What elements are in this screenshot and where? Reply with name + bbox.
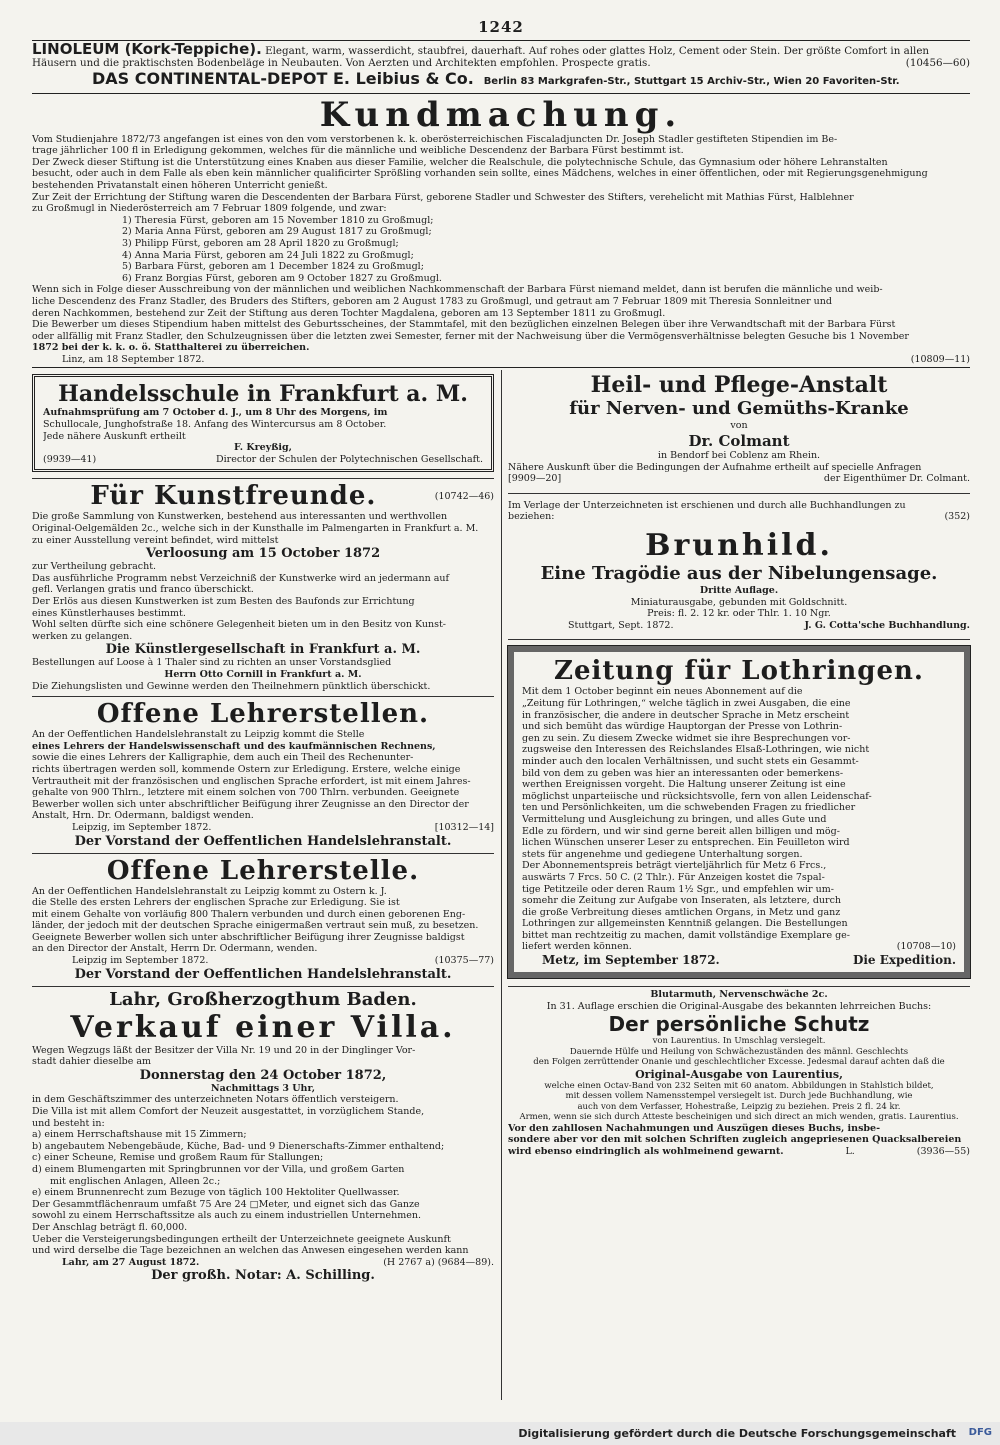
signature: Linz, am 18 September 1872. bbox=[62, 353, 205, 365]
villa-title-1: Lahr, Großherzogthum Baden. bbox=[109, 988, 417, 1010]
text-line: Jede nähere Auskunft ertheilt bbox=[43, 430, 186, 442]
text-line: c) einer Scheune, Remise und großem Raum für Stallungen; bbox=[32, 1152, 324, 1164]
text-line: die große Verbreitung dieses amtlichen Organs, in Metz und ganz bbox=[522, 906, 841, 918]
doctor-name: Dr. Colmant bbox=[688, 432, 790, 451]
text-line: besucht, oder auch in dem Falle als eben kein männlicher qualificirter Sprößling vorhanden sein sollte, eines Mädchens, welches in einer öffentlichen, oder mit Regierungsgenehmigung bbox=[32, 168, 928, 180]
text-line: mit englischen Anlagen, Alleen 2c.; bbox=[50, 1175, 221, 1187]
text-line: auch von dem Verfasser, Hohestraße, Leipzig zu beziehen. Preis 2 fl. 24 kr. bbox=[577, 1101, 901, 1112]
text-line: stadt dahier dieselbe am bbox=[32, 1056, 152, 1068]
edition: Dritte Auflage. bbox=[699, 585, 779, 597]
schutz-author: von Laurentius. In Umschlag versiegelt. bbox=[652, 1036, 826, 1047]
newspaper-page bbox=[32, 18, 970, 1400]
text-line: eines Künstlerhauses bestimmt. bbox=[32, 607, 186, 619]
footer-text: Digitalisierung gefördert durch die Deutsche Forschungsgemeinschaft bbox=[518, 1427, 956, 1440]
lehrerstellen-ad bbox=[32, 699, 494, 848]
text-line: „Zeitung für Lothringen,“ welche täglich in zwei Ausgaben, die eine bbox=[522, 698, 851, 709]
text-line: Der Zweck dieser Stiftung ist die Unterstützung eines Knaben aus dieser Familie, welcher die Realschule, die polytechnische Schule, das Gymnasium oder höhere Lehranstalten bbox=[32, 156, 888, 168]
text-line: Lothringen zur allgemeinsten Kenntniß gelangen. Die Bestellungen bbox=[522, 918, 848, 930]
list-item: 5) Barbara Fürst, geboren am 1 December 1824 zu Großmugl; bbox=[122, 261, 424, 273]
signer: F. Kreyßig, bbox=[233, 442, 292, 454]
text-line: zu einer Ausstellung vereint befindet, wird mittelst bbox=[32, 534, 279, 546]
publisher: J. G. Cotta'sche Buchhandlung. bbox=[804, 619, 970, 631]
text-line: gen zu sein. Zu diesem Zwecke widmet sie ihre Besprechungen vor- bbox=[522, 732, 851, 744]
text-line: minder auch den localen Verhältnissen, und sucht stets ein Gesammt- bbox=[522, 755, 859, 767]
divider bbox=[32, 40, 970, 41]
signer: Die Expedition. bbox=[852, 953, 956, 968]
text-line: lichen Wünschen unserer Leser zu entsprechen. Ein Feuilleton wird bbox=[522, 837, 850, 849]
verloosung: Verloosung am 15 October 1872 bbox=[145, 546, 381, 562]
text-line: An der Oeffentlichen Handelslehranstalt zu Leipzig kommt zu Ostern k. J. bbox=[32, 885, 387, 897]
list-item: 3) Philipp Fürst, geboren am 28 April 1820 zu Großmugl; bbox=[122, 237, 399, 249]
dfg-logo: DFG bbox=[968, 1427, 992, 1438]
schutz-top: Blutarmuth, Nervenschwäche 2c. bbox=[650, 989, 828, 1001]
text-line: stets für angenehme und gediegene Unterhaltung sorgen. bbox=[522, 848, 803, 860]
ad-number: (10742—46) bbox=[434, 490, 494, 502]
divider bbox=[32, 696, 494, 697]
ad-number: (10456—60) bbox=[905, 57, 970, 70]
linoleum-ad bbox=[32, 43, 970, 91]
divider bbox=[32, 478, 494, 479]
text-line: Wohl selten dürfte sich eine schönere Gelegenheit bieten um in den Besitz von Kunst- bbox=[32, 619, 447, 631]
heilanstalt-ad bbox=[508, 372, 970, 484]
left-column bbox=[32, 370, 494, 1283]
text-line: liefert werden können. bbox=[522, 941, 632, 953]
text-line: wird ebenso eindringlich als wohlmeinend gewarnt. bbox=[508, 1145, 784, 1157]
auction-time: Nachmittags 3 Uhr, bbox=[210, 1082, 316, 1094]
handelsschule-title: Handelsschule in Frankfurt a. M. bbox=[58, 381, 468, 408]
text-line: somehr die Zeitung zur Aufgabe von Inseraten, als letztere, durch bbox=[522, 895, 842, 907]
text-line: in französischer, die andere in deutscher Sprache in Metz erscheint bbox=[522, 709, 850, 721]
text-line: ten und Persönlichkeiten, um die schwebenden Fragen zu friedlicher bbox=[522, 802, 856, 814]
text-line: bild von dem zu geben was hier an interessanten oder bemerkens- bbox=[522, 767, 844, 779]
text-line: Wenn sich in Folge dieser Ausschreibung von der männlichen und weiblichen Nachkommenschaft der Barbara Fürst niemand meldet, dann ist berufen die männliche und weib- bbox=[32, 284, 883, 296]
lehrerstellen-title: Offene Lehrerstellen. bbox=[96, 699, 430, 730]
text-line: möglichst unparteiische und rücksichtsvolle, fern von allen Leidenschaf- bbox=[522, 790, 872, 802]
text-line: trage jährlicher 100 fl in Erledigung gekommen, welches für die männliche und weibliche Descendenz der Barbara Fürst bestimmt ist. bbox=[32, 145, 684, 157]
place-date: Metz, im September 1872. bbox=[542, 953, 720, 968]
schutz-title: Der persönliche Schutz bbox=[608, 1012, 870, 1037]
brunhild-ad bbox=[508, 500, 970, 632]
text-line: Original-Oelgemälden 2c., welche sich in der Kunsthalle im Palmengarten in Frankfurt a. M. bbox=[32, 523, 479, 535]
text-line: Armen, wenn sie sich durch Atteste bescheinigen und sich direct an mich wenden, gratis. Laurentius. bbox=[519, 1112, 959, 1123]
text-line: Vom Studienjahre 1872/73 angefangen ist eines von den vom verstorbenen k. k. oberösterreichischen Fiscaladjuncten Dr. Joseph Stadler gestifteten Stipendien im Be- bbox=[32, 133, 838, 145]
place-date: Stuttgart, Sept. 1872. bbox=[568, 619, 674, 631]
linoleum-text: Elegant, warm, wasserdicht, staubfrei, dauerhaft. Auf rohes oder glattes Holz, Cement oder Stein. Der größte Comfort in allen bbox=[265, 45, 930, 57]
auction-date: Donnerstag den 24 October 1872, bbox=[139, 1067, 387, 1083]
text-line: e) einem Brunnenrecht zum Bezuge von täglich 100 Hektoliter Quellwasser. bbox=[32, 1187, 400, 1199]
text-line: Aufnahmsprüfung am 7 October d. J., um 8 Uhr des Morgens, im bbox=[43, 407, 388, 419]
text-line: gehalte von 900 Thlrn., letztere mit einem solchen von 700 Thlrn. verbunden. Geeignete bbox=[32, 787, 460, 799]
text-line: in dem Geschäftszimmer des unterzeichneten Notars öffentlich versteigern. bbox=[32, 1094, 399, 1106]
ad-number: (3936—55) bbox=[916, 1145, 970, 1157]
text-line: sowie die eines Lehrers der Kalligraphie, dem auch ein Theil des Rechenunter- bbox=[32, 752, 414, 764]
text-line: sondere aber vor den mit solchen Schriften zugleich angepriesenen Quacksalbereien bbox=[508, 1134, 962, 1146]
place-date: Leipzig im September 1872. bbox=[72, 955, 209, 967]
place-date: Leipzig, im September 1872. bbox=[72, 821, 212, 833]
depot-name: DAS CONTINENTAL-DEPOT E. Leibius & Co. bbox=[92, 69, 474, 88]
text-line: Bewerber wollen sich unter abschriftlicher Beifügung ihrer Zeugnisse an den Director der bbox=[32, 798, 469, 810]
text-line: Dauernde Hülfe und Heilung von Schwächezuständen des männl. Geschlechts bbox=[569, 1046, 909, 1057]
text-line: Vertrautheit mit der französischen und englischen Sprache erfordert, ist mit einem Jahres- bbox=[32, 775, 471, 787]
list-item: 6) Franz Borgias Fürst, geboren am 9 October 1827 zu Großmugl. bbox=[122, 272, 442, 284]
text-line: und sich bemüht das würdige Hauptorgan der Presse von Lothrin- bbox=[522, 721, 843, 733]
schutz-ad bbox=[508, 989, 970, 1157]
divider bbox=[508, 986, 970, 987]
divider bbox=[508, 639, 970, 640]
text-line: Bestellungen auf Loose à 1 Thaler sind zu richten an unser Vorstandsglied bbox=[32, 657, 392, 669]
text-line: Mit dem 1 October beginnt ein neues Abonnement auf die bbox=[522, 686, 803, 698]
ad-number: (H 2767 a) (9684—89). bbox=[383, 1256, 494, 1268]
ad-number: [9909—20] bbox=[508, 473, 562, 485]
text-line: sowohl zu einem Herrschaftssitze als auch zu einem industriellen Unternehmen. bbox=[32, 1210, 421, 1222]
schutz-intro: In 31. Auflage erschien die Original-Ausgabe des bekannten lehrreichen Buchs: bbox=[546, 1000, 932, 1012]
text-line: tige Petitzeile oder deren Raum 1½ Sgr., und empfehlen wir um- bbox=[522, 883, 834, 895]
list-item: 1) Theresia Fürst, geboren am 15 November 1810 zu Großmugl; bbox=[122, 214, 434, 226]
text-line: Geeignete Bewerber wollen sich unter abschriftlicher Beifügung ihrer Zeugnisse baldigst bbox=[32, 931, 465, 943]
text-line: welche einen Octav-Band von 232 Seiten mit 60 anatom. Abbildungen in Stahlstich bildet, bbox=[544, 1080, 934, 1091]
list-item: 4) Anna Maria Fürst, geboren am 24 Juli 1822 zu Großmugl; bbox=[122, 249, 414, 261]
text-line: mit einem Gehalte von vorläufig 800 Thalern verbunden und durch einen geborenen Eng- bbox=[32, 908, 466, 920]
ad-number: (10809—11) bbox=[910, 353, 970, 365]
two-column-area bbox=[32, 370, 970, 1400]
handelsschule-ad bbox=[32, 374, 494, 472]
kunstfreunde-title: Für Kunstfreunde. bbox=[90, 481, 377, 512]
text-line: a) einem Herrschaftshause mit 15 Zimmern; bbox=[32, 1129, 247, 1141]
text-line: Im Verlage der Unterzeichneten ist erschienen und durch alle Buchhandlungen zu bbox=[508, 499, 906, 511]
text-line: und besteht in: bbox=[32, 1117, 105, 1129]
text-line: werthen Ereignissen vorgeht. Die Haltung unserer Zeitung ist eine bbox=[522, 779, 846, 791]
ad-number: (10375—77) bbox=[434, 955, 494, 967]
tail: L. bbox=[845, 1145, 855, 1157]
price: Preis: fl. 2. 12 kr. oder Thlr. 1. 10 Ngr. bbox=[647, 608, 831, 620]
text-line: an den Director der Anstalt, Herrn Dr. Odermann, wenden. bbox=[32, 943, 318, 955]
villa-ad bbox=[32, 989, 494, 1284]
ad-number: [10312—14] bbox=[434, 821, 494, 833]
text-line: oder allfällig mit Franz Stadler, den Schulzeugnissen über die letzten zwei Semester, ferner mit der Nachweisung über die Vermögensverhältnisse belegten Gesuche bis 1 November bbox=[32, 330, 909, 342]
text-line: deren Nachkommen, bestehend zur Zeit der Stiftung aus deren Tochter Magdalena, geboren am 13 September 1811 zu Großmugl. bbox=[32, 307, 666, 319]
von-label: von bbox=[730, 420, 748, 432]
text-line: auswärts 7 Frcs. 50 C. (2 Thlr.). Für Anzeigen kostet die 7spal- bbox=[522, 871, 825, 883]
divider bbox=[32, 367, 970, 368]
text-line: Edle zu fördern, und wir sind gerne bereit allen billigen und mög- bbox=[522, 825, 840, 837]
text-line: Schullocale, Junghofstraße 18. Anfang des Wintercursus am 8 October. bbox=[43, 419, 387, 431]
text-line: Vermittelung und Ausgleichung zu bringen, und alles Gute und bbox=[522, 813, 827, 825]
kundmachung-title: Kundmachung. bbox=[319, 94, 683, 135]
text-line: den Folgen zerrüttender Onanie und geschlechtlicher Excesse. Jedesmal darauf achten daß die bbox=[533, 1057, 945, 1068]
owner: der Eigenthümer Dr. Colmant. bbox=[823, 473, 970, 485]
text-line: länder, der jedoch mit der deutschen Sprache einigermaßen vertraut sein muß, zu besetzen. bbox=[32, 920, 479, 932]
text-line: Die Ziehungslisten und Gewinne werden den Theilnehmern pünktlich überschickt. bbox=[32, 680, 431, 692]
text-line: Vor den zahllosen Nachahmungen und Auszügen dieses Buchs, insbe- bbox=[508, 1122, 881, 1134]
column-divider bbox=[501, 370, 502, 1400]
lehrerstelle-ad bbox=[32, 856, 494, 982]
text-line: eines Lehrers der Handelswissenschaft und des kaufmännischen Rechnens, bbox=[32, 740, 436, 752]
text-line: liche Descendenz des Franz Stadler, des Bruders des Stifters, geboren am 2 August 1783 zu Großmugl, und getraut am 7 Februar 1809 mit Theresia Sonnleitner und bbox=[32, 295, 832, 307]
heilanstalt-title-1: Heil- und Pflege-Anstalt bbox=[590, 372, 888, 399]
text-line: b) angebautem Nebengebäude, Küche, Bad- und 9 Dienerschafts-Zimmer enthaltend; bbox=[32, 1140, 445, 1152]
text-line: Die Bewerber um dieses Stipendium haben mittelst des Geburtsscheines, der Stammtafel, mit den bezüglichen einzelnen Belegen über ihre Verwandtschaft mit der Barbara Fürst bbox=[32, 319, 896, 331]
text-line: mit dessen vollem Namensstempel versiegelt ist. Durch jede Buchhandlung, wie bbox=[565, 1091, 913, 1102]
ad-number: (352) bbox=[944, 511, 970, 523]
text-line: Die Villa ist mit allem Comfort der Neuzeit ausgestattet, in vorzüglichem Stande, bbox=[32, 1106, 425, 1118]
text-line: zugsweise den Interessen des Reichslandes Elsaß-Lothringen, wie nicht bbox=[522, 744, 870, 756]
signer: Der Vorstand der Oeffentlichen Handelslehranstalt. bbox=[74, 833, 452, 849]
page-number: 1242 bbox=[478, 18, 524, 36]
text-line: beziehen: bbox=[508, 511, 555, 523]
signer: Der Vorstand der Oeffentlichen Handelslehranstalt. bbox=[74, 966, 452, 982]
linoleum-text-2: Häusern und die praktischsten Bodenbeläge in Neubauten. Von Aerzten und Architekten empfohlen. Prospecte gratis. bbox=[32, 57, 651, 70]
text-line: Das ausführliche Programm nebst Verzeichniß der Kunstwerke wird an jedermann auf bbox=[32, 572, 450, 584]
text-line: werken zu gelangen. bbox=[32, 630, 133, 642]
text-line: Anstalt, Hrn. Dr. Odermann, baldigst wenden. bbox=[32, 810, 254, 822]
kunstfreunde-ad bbox=[32, 481, 494, 692]
divider bbox=[508, 493, 970, 494]
format: Miniaturausgabe, gebunden mit Goldschnitt. bbox=[630, 596, 848, 608]
place: in Bendorf bei Coblenz am Rhein. bbox=[657, 450, 821, 462]
brunhild-title: Brunhild. bbox=[645, 528, 833, 564]
brunhild-subtitle: Eine Tragödie aus der Nibelungensage. bbox=[540, 563, 938, 585]
signer-title: Director der Schulen der Polytechnischen Gesellschaft. bbox=[216, 453, 483, 465]
text-line: und wird derselbe die Tage bezeichnen an welchen das Anwesen eingesehen werden kann bbox=[32, 1245, 469, 1257]
ad-number: (9939—41) bbox=[43, 453, 97, 465]
text-line: gefl. Verlangen gratis und franco überschickt. bbox=[32, 584, 254, 596]
ad-number: (10708—10) bbox=[896, 941, 956, 953]
list-item: 2) Maria Anna Fürst, geboren am 29 August 1817 zu Großmugl; bbox=[122, 226, 432, 238]
text-line: richts übertragen werden soll, kommende Ostern zur Erledigung. Erstere, welche einige bbox=[32, 763, 461, 775]
text-line: Der Erlös aus diesen Kunstwerken ist zum Besten des Baufonds zur Errichtung bbox=[32, 596, 415, 607]
text-line: Der Anschlag beträgt fl. 60,000. bbox=[32, 1221, 188, 1233]
text-line: die Stelle des ersten Lehrers der englischen Sprache zur Erledigung. Sie ist bbox=[32, 897, 400, 909]
text-line: zu Großmugl in Niederösterreich am 7 Februar 1809 folgende, und zwar: bbox=[32, 203, 387, 215]
text-line: bestehenden Privatanstalt einen höheren Unterricht genießt. bbox=[32, 179, 328, 191]
text-line: Der Abonnementspreis beträgt vierteljährlich für Metz 6 Frcs., bbox=[522, 860, 827, 872]
text-line: Der Gesammtflächenraum umfaßt 75 Are 24 □Meter, und eignet sich das Ganze bbox=[32, 1198, 420, 1210]
signer: Der großh. Notar: A. Schilling. bbox=[151, 1268, 375, 1284]
text-line: Wegen Wegzugs läßt der Besitzer der Villa Nr. 19 und 20 in der Dinglinger Vor- bbox=[32, 1044, 416, 1056]
villa-title-2: Verkauf einer Villa. bbox=[70, 1009, 456, 1045]
text-line: Original-Ausgabe von Laurentius, bbox=[635, 1067, 843, 1081]
text-line: d) einem Blumengarten mit Springbrunnen vor der Villa, und großem Garten bbox=[32, 1164, 405, 1175]
text-line: Nähere Auskunft über die Bedingungen der Aufnahme ertheilt auf specielle Anfragen bbox=[508, 461, 922, 473]
text-line: zur Vertheilung gebracht. bbox=[32, 561, 157, 573]
kundmachung-notice bbox=[32, 96, 970, 366]
text-line: Zur Zeit der Errichtung der Stiftung waren die Descendenten der Barbara Fürst, geborene Stadler und Schwester des Stifters, verehelicht mit Mathias Fürst, Halblehner bbox=[32, 191, 854, 203]
text-line: 1872 bei der k. k. o. ö. Statthalterei zu überreichen. bbox=[32, 342, 310, 354]
divider bbox=[32, 986, 494, 987]
text-line: An der Oeffentlichen Handelslehranstalt zu Leipzig kommt die Stelle bbox=[32, 729, 365, 741]
depot-address: Berlin 83 Markgrafen-Str., Stuttgart 15 Archiv-Str., Wien 20 Favoriten-Str. bbox=[483, 75, 900, 87]
place-date: Lahr, am 27 August 1872. bbox=[62, 1256, 200, 1268]
lothringen-ad bbox=[508, 646, 970, 978]
society-name: Die Künstlergesellschaft in Frankfurt a. M. bbox=[105, 642, 421, 658]
linoleum-title: LINOLEUM (Kork-Teppiche). bbox=[32, 43, 262, 58]
lothringen-title: Zeitung für Lothringen. bbox=[554, 656, 924, 687]
right-column bbox=[508, 370, 970, 1157]
heilanstalt-title-2: für Nerven- und Gemüths-Kranke bbox=[569, 398, 909, 420]
footer-bar bbox=[0, 1422, 1000, 1445]
lehrerstelle-title: Offene Lehrerstelle. bbox=[106, 855, 420, 886]
divider bbox=[32, 853, 494, 854]
divider bbox=[32, 93, 970, 94]
text-line: Die große Sammlung von Kunstwerken, bestehend aus interessanten und werthvollen bbox=[32, 511, 448, 523]
text-line: Herrn Otto Cornill in Frankfurt a. M. bbox=[164, 668, 362, 680]
text-line: Ueber die Versteigerungsbedingungen ertheilt der Unterzeichnete geeignete Auskunft bbox=[32, 1233, 451, 1245]
text-line: bittet man rechtzeitig zu machen, damit vollständige Exemplare ge- bbox=[522, 929, 851, 941]
